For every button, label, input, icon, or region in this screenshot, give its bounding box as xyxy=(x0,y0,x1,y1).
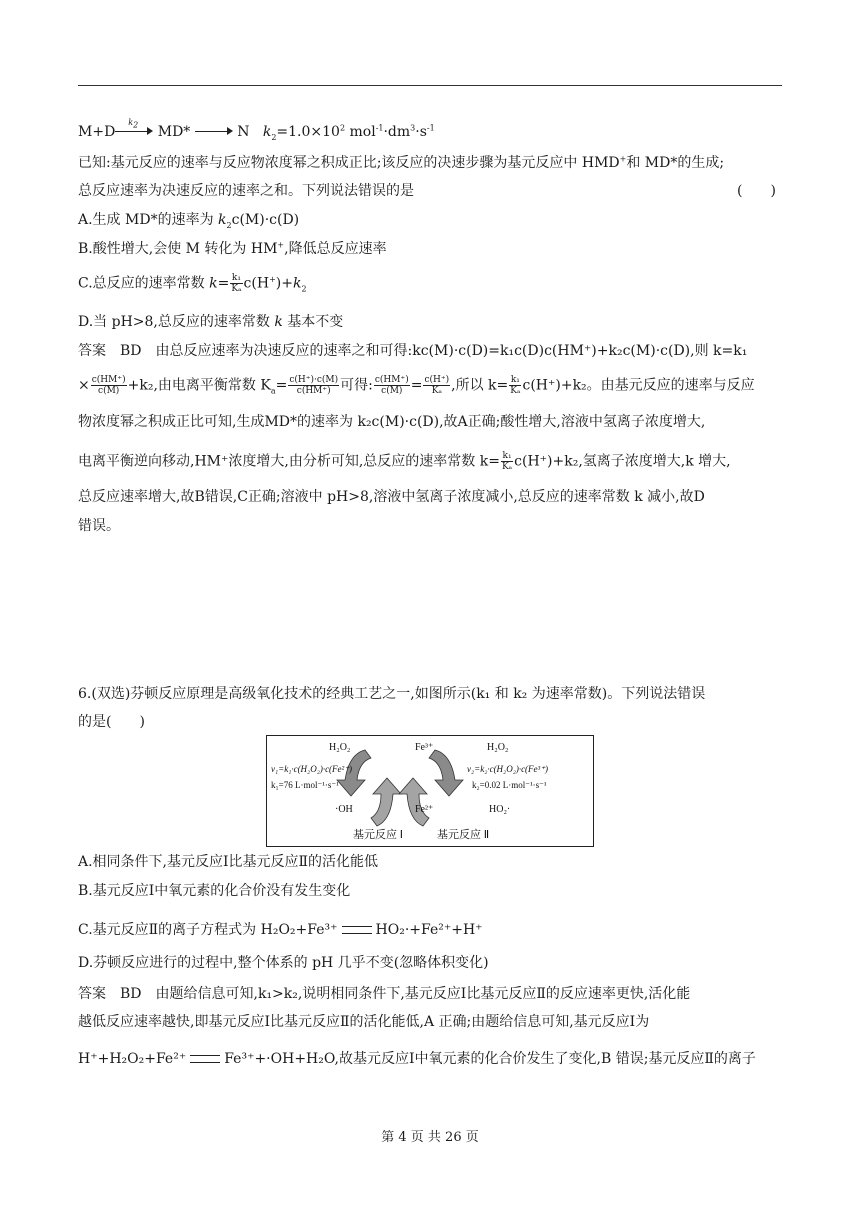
q5-option-b: B.酸性增大,会使 M 转化为 HM+,降低总反应速率 xyxy=(78,240,387,257)
q5-answer-line5: 总反应速率增大,故B错误,C正确;溶液中 pH>8,溶液中氢离子浓度减小,总反应的速率常数 k 减小,故D xyxy=(78,489,705,505)
q6-answer-line1: 答案 BD 由题给信息可知,k₁>k₂,说明相同条件下,基元反应Ⅰ比基元反应Ⅱ的反应速率更快,活化能 xyxy=(78,986,691,1002)
fraction-k1-ka: $\frac{\text{k₁}}{\text{Kₐ}}$ xyxy=(231,273,242,294)
fig-fe2: Fe²⁺ xyxy=(415,804,434,815)
reaction-arrow: $k_2$ xyxy=(115,126,153,138)
reactants: M+D xyxy=(78,124,116,140)
q5-answer-line3: 物浓度幂之积成正比可知,生成MD*的速率为 k₂c(M)·c(D),故A正确;酸性增大,溶液中氢离子浓度增大, xyxy=(78,414,706,430)
q6-stem-line2: 的是( ) xyxy=(78,714,145,730)
fig-v1: v₁=k₁·c(H₂O₂)·c(Fe²⁺) xyxy=(271,764,352,774)
answer-label: 答案 BD xyxy=(78,343,156,359)
fig-caption-right: 基元反应 Ⅱ xyxy=(437,829,490,841)
fig-ho2: HO₂· xyxy=(489,804,511,815)
equals-sign xyxy=(342,926,372,934)
answer-bracket: ( ) xyxy=(737,183,776,199)
fig-k2: k₂=0.02 L·mol⁻¹·s⁻¹ xyxy=(472,780,547,790)
fig-k1: k₁=76 L·mol⁻¹·s⁻¹ xyxy=(271,780,339,790)
q6-stem-line1: 6.(双选)芬顿反应原理是高级氧化技术的经典工艺之一,如图所示(k₁ 和 k₂ 为速率常数)。下列说法错误 xyxy=(78,686,706,702)
product: N xyxy=(237,124,250,140)
q5-known-line2: 总反应速率为决速反应的速率之和。下列说法错误的是 xyxy=(78,183,414,199)
q6-option-c: C.基元反应Ⅱ的离子方程式为 H₂O₂+Fe³⁺ HO₂·+Fe²⁺+H⁺ xyxy=(78,922,483,938)
intermediate: MD* xyxy=(157,124,191,140)
q5-answer-line6: 错误。 xyxy=(78,518,120,534)
q5-known-line1: 已知:基元反应的速率与反应物浓度幂之积成正比;该反应的决速步骤为基元反应中 HMD+和 MD*的生成; xyxy=(78,154,725,171)
q5-option-a: A.生成 MD*的速率为 $k_2c(M)\cdot c(D)$ xyxy=(78,212,300,230)
q6-option-d: D.芬顿反应进行的过程中,整个体系的 pH 几乎不变(忽略体积变化) xyxy=(78,955,489,971)
page-footer: 第 4 页 共 26 页 xyxy=(381,1130,479,1145)
q5-option-c: C.总反应的速率常数 k= $\frac{\text{k₁}}{\text{Kₐ}}$ $c(H^+)+k_2$ xyxy=(78,273,307,294)
q5-option-d: D.当 pH>8,总反应的速率常数 k 基本不变 xyxy=(78,314,344,330)
fig-h2o2-right: H₂O₂ xyxy=(487,742,509,753)
left-cycle-arrow-2 xyxy=(371,778,401,826)
q5-answer-line4: 电离平衡逆向移动,HM⁺浓度增大,由分析可知,总反应的速率常数 k= $\frac{\text{k₁}}{\text{Kₐ}}$ c(H⁺)+k₂,氢离子浓度增大,k 增大, xyxy=(78,451,731,472)
fig-h2o2-left: H₂O₂ xyxy=(329,742,351,753)
fenton-figure xyxy=(266,735,594,847)
fenton-cycle-diagram xyxy=(267,736,593,846)
q6-option-b: B.基元反应Ⅰ中氧元素的化合价没有发生变化 xyxy=(78,883,351,899)
header-rule xyxy=(78,85,782,86)
q5-answer-line2: × $\frac{c(HM^+)}{c(M)}$ +k₂,由电离平衡常数 $K_a=$ $\frac{c(H^+)\cdot c(M)}{c(HM^+)}$ 可得: $\frac{c(HM^+)}{c(M)}$ = $\frac{c(H^+)}{\text{Kₐ}}$ ,所以 k= $\frac{\text{k₁}}{\text{Kₐ}}$ c(H⁺)+k₂。由基元反应的速率与反应 xyxy=(78,375,755,396)
q5-answer-line1: 答案 BD 由总反应速率为决速反应的速率之和可得:kc(M)·c(D)=k₁c(D)c(HM⁺)+k₂c(M)·c(D),则 k=k₁ xyxy=(78,343,748,359)
fig-oh: ·OH xyxy=(335,804,353,815)
q6-answer-line2: 越低反应速率越快,即基元反应Ⅰ比基元反应Ⅱ的活化能低,A 正确;由题给信息可知,基元反应Ⅰ为 xyxy=(78,1014,650,1030)
right-cycle-arrow-1 xyxy=(429,750,463,796)
fig-v2: v₂=k₂·c(H₂O₂)·c(Fe³⁺) xyxy=(467,764,548,774)
fig-caption-left: 基元反应 Ⅰ xyxy=(353,829,403,841)
fig-fe3: Fe³⁺ xyxy=(415,742,434,753)
reaction-arrow-2 xyxy=(195,126,233,138)
q6-answer-line3: H⁺+H₂O₂+Fe²⁺ Fe³⁺+·OH+H₂O,故基元反应Ⅰ中氧元素的化合价发生了变化,B 错误;基元反应Ⅱ的离子 xyxy=(78,1051,756,1067)
right-cycle-arrow-2 xyxy=(399,778,429,826)
q6-option-a: A.相同条件下,基元反应Ⅰ比基元反应Ⅱ的活化能低 xyxy=(78,854,379,870)
reaction-line: M+D $k_2$ MD* N $k_2=1.0\times 10^2$ $mol^{-1}\cdot dm^3\cdot s^{-1}$ xyxy=(78,118,435,142)
equals-sign-2 xyxy=(190,1055,220,1063)
